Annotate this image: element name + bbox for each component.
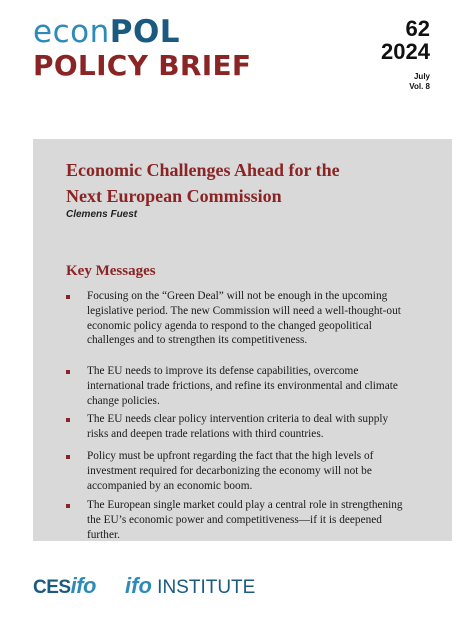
title-line-1: Economic Challenges Ahead for the xyxy=(66,160,340,180)
issue-year: 2024 xyxy=(381,39,430,64)
econpol-wordmark xyxy=(33,14,251,50)
list-item-text: The European single market could play a central role in strengthening the EU’s economic power and competitiveness—if it is deepened further. xyxy=(87,499,403,541)
author: Clemens Fuest xyxy=(66,209,138,220)
bullet-icon xyxy=(66,455,70,459)
summary-panel xyxy=(33,139,452,541)
key-messages-heading: Key Messages xyxy=(66,263,156,279)
cesifo-logo xyxy=(33,573,96,599)
title-line-2: Next European Commission xyxy=(66,186,282,206)
list-item-text: The EU needs to improve its defense capabilities, overcome international trade frictions, and refine its environmental and climate change policies. xyxy=(87,365,398,407)
policy-brief-label: POLICY BRIEF xyxy=(33,49,252,82)
econpol-wordmark-econ: econ xyxy=(33,14,110,50)
cesifo-logo-ifo: ifo xyxy=(70,573,96,598)
list-item-text: The EU needs clear policy intervention criteria to deal with supply risks and deepen trade relations with third countries. xyxy=(87,413,389,440)
issue-month: July xyxy=(413,72,430,81)
bullet-icon xyxy=(66,295,70,299)
issue-number: 62 xyxy=(405,16,430,41)
ifo-institute-logo xyxy=(125,573,255,599)
cesifo-logo-ces: CES xyxy=(33,577,71,598)
econpol-logo xyxy=(33,14,251,82)
issue-volume: Vol. 8 xyxy=(409,82,430,91)
econpol-wordmark-pol: POL xyxy=(109,14,181,50)
issue-info xyxy=(381,18,430,92)
page-title xyxy=(66,157,436,209)
ifo-institute-logo-text: INSTITUTE xyxy=(157,577,256,598)
bullet-icon xyxy=(66,418,70,422)
bullet-icon xyxy=(66,504,70,508)
ifo-institute-logo-ifo: ifo xyxy=(125,573,152,598)
list-item-text: Focusing on the “Green Deal” will not be enough in the upcoming legislative period. The new Commission will need a well-thought-out economic policy agenda to respond to the changed geopolitical challenges and to strengthen its competitiveness. xyxy=(87,290,401,347)
list-item-text: Policy must be upfront regarding the fact that the high levels of investment required for decarbonizing the economy will not be accompanied by an economic boom. xyxy=(87,450,374,492)
bullet-icon xyxy=(66,370,70,374)
